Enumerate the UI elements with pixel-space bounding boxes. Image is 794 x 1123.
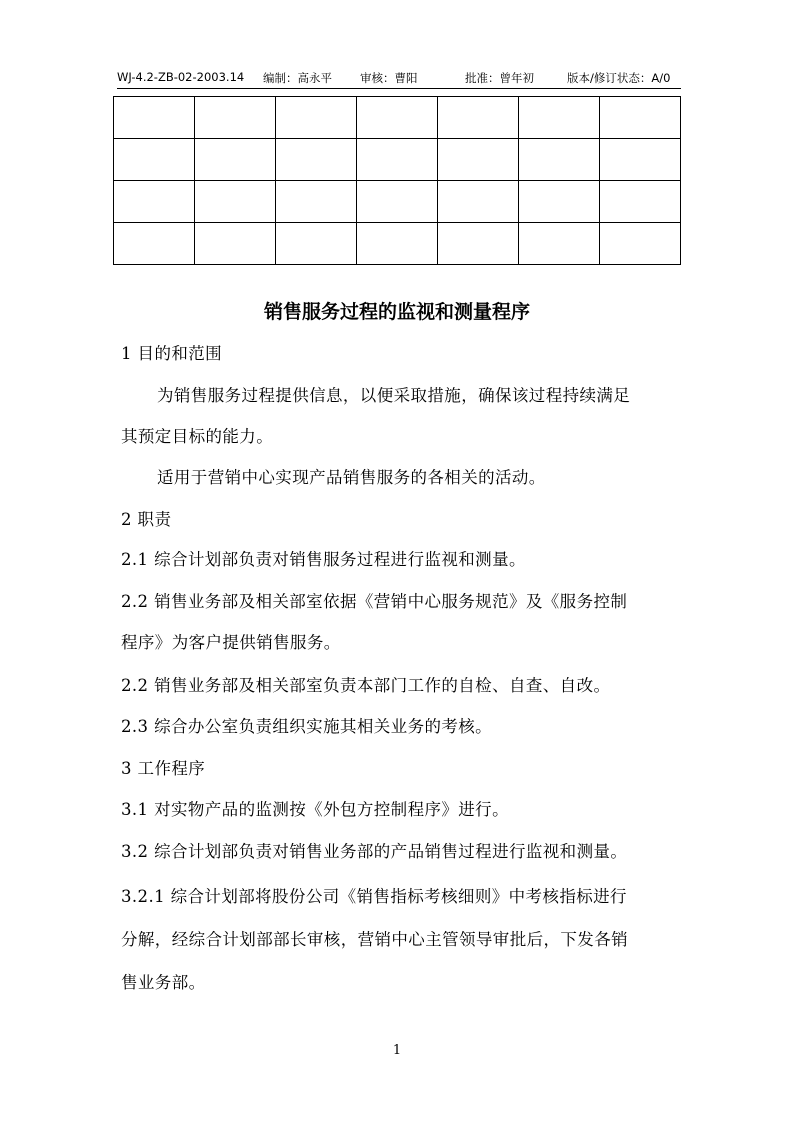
paragraph-line: 分解，经综合计划部部长审核，营销中心主管领导审批后，下发各销	[121, 930, 628, 949]
table-cell	[276, 97, 357, 139]
table-cell	[276, 223, 357, 265]
table-cell	[600, 97, 681, 139]
version-field: 版本/修订状态：A/0	[567, 71, 671, 85]
paragraph-line: 适用于营销中心实现产品销售服务的各相关的活动。	[157, 468, 546, 487]
table-row	[114, 139, 681, 181]
paragraph-line: 为销售服务过程提供信息，以便采取措施，确保该过程持续满足	[157, 386, 631, 405]
paragraph-line: 2.1 综合计划部负责对销售服务过程进行监视和测量。	[121, 550, 526, 569]
table-row	[114, 181, 681, 223]
table-cell	[114, 97, 195, 139]
table-cell	[357, 181, 438, 223]
table-cell	[195, 97, 276, 139]
table-cell	[114, 139, 195, 181]
table-cell	[195, 223, 276, 265]
document-id: WJ-4.2-ZB-02-2003.14	[117, 70, 245, 84]
document-title: 销售服务过程的监视和测量程序	[263, 301, 530, 323]
table-cell	[519, 181, 600, 223]
table-cell	[357, 97, 438, 139]
table-cell	[438, 139, 519, 181]
table-cell	[114, 181, 195, 223]
paragraph-line: 售业务部。	[121, 973, 206, 992]
table-row	[114, 223, 681, 265]
table-cell	[195, 181, 276, 223]
paragraph-line: 2.3 综合办公室负责组织实施其相关业务的考核。	[121, 717, 493, 736]
table-cell	[438, 181, 519, 223]
paragraph-line: 3.2.1 综合计划部将股份公司《销售指标考核细则》中考核指标进行	[121, 887, 627, 906]
table-cell	[519, 223, 600, 265]
paragraph-line: 其预定目标的能力。	[121, 427, 274, 446]
table-cell	[600, 181, 681, 223]
reviewer-field: 审核：曹阳	[360, 71, 418, 85]
paragraph-line: 程序》为客户提供销售服务。	[121, 633, 341, 652]
table-row	[114, 97, 681, 139]
section-2-heading: 2 职责	[121, 510, 172, 529]
table-cell	[600, 139, 681, 181]
table-cell	[438, 97, 519, 139]
paragraph-line: 3.1 对实物产品的监测按《外包方控制程序》进行。	[121, 800, 509, 819]
section-1-heading: 1 目的和范围	[121, 344, 223, 363]
table-cell	[357, 223, 438, 265]
page-number: 1	[392, 1043, 402, 1058]
table-cell	[519, 139, 600, 181]
paragraph-line: 3.2 综合计划部负责对销售业务部的产品销售过程进行监视和测量。	[121, 842, 628, 861]
table-cell	[438, 223, 519, 265]
paragraph-line: 2.2 销售业务部及相关部室依据《营销中心服务规范》及《服务控制	[121, 592, 628, 611]
approver-field: 批准：曾年初	[465, 71, 534, 85]
table-cell	[276, 181, 357, 223]
table-cell	[195, 139, 276, 181]
table-cell	[114, 223, 195, 265]
table-cell	[519, 97, 600, 139]
paragraph-line: 2.2 销售业务部及相关部室负责本部门工作的自检、自查、自改。	[121, 676, 611, 695]
table-cell	[357, 139, 438, 181]
table-cell	[276, 139, 357, 181]
empty-revision-table	[113, 96, 681, 265]
page-header	[117, 70, 681, 89]
table-cell	[600, 223, 681, 265]
author-field: 编制：高永平	[263, 71, 332, 85]
section-3-heading: 3 工作程序	[121, 759, 206, 778]
